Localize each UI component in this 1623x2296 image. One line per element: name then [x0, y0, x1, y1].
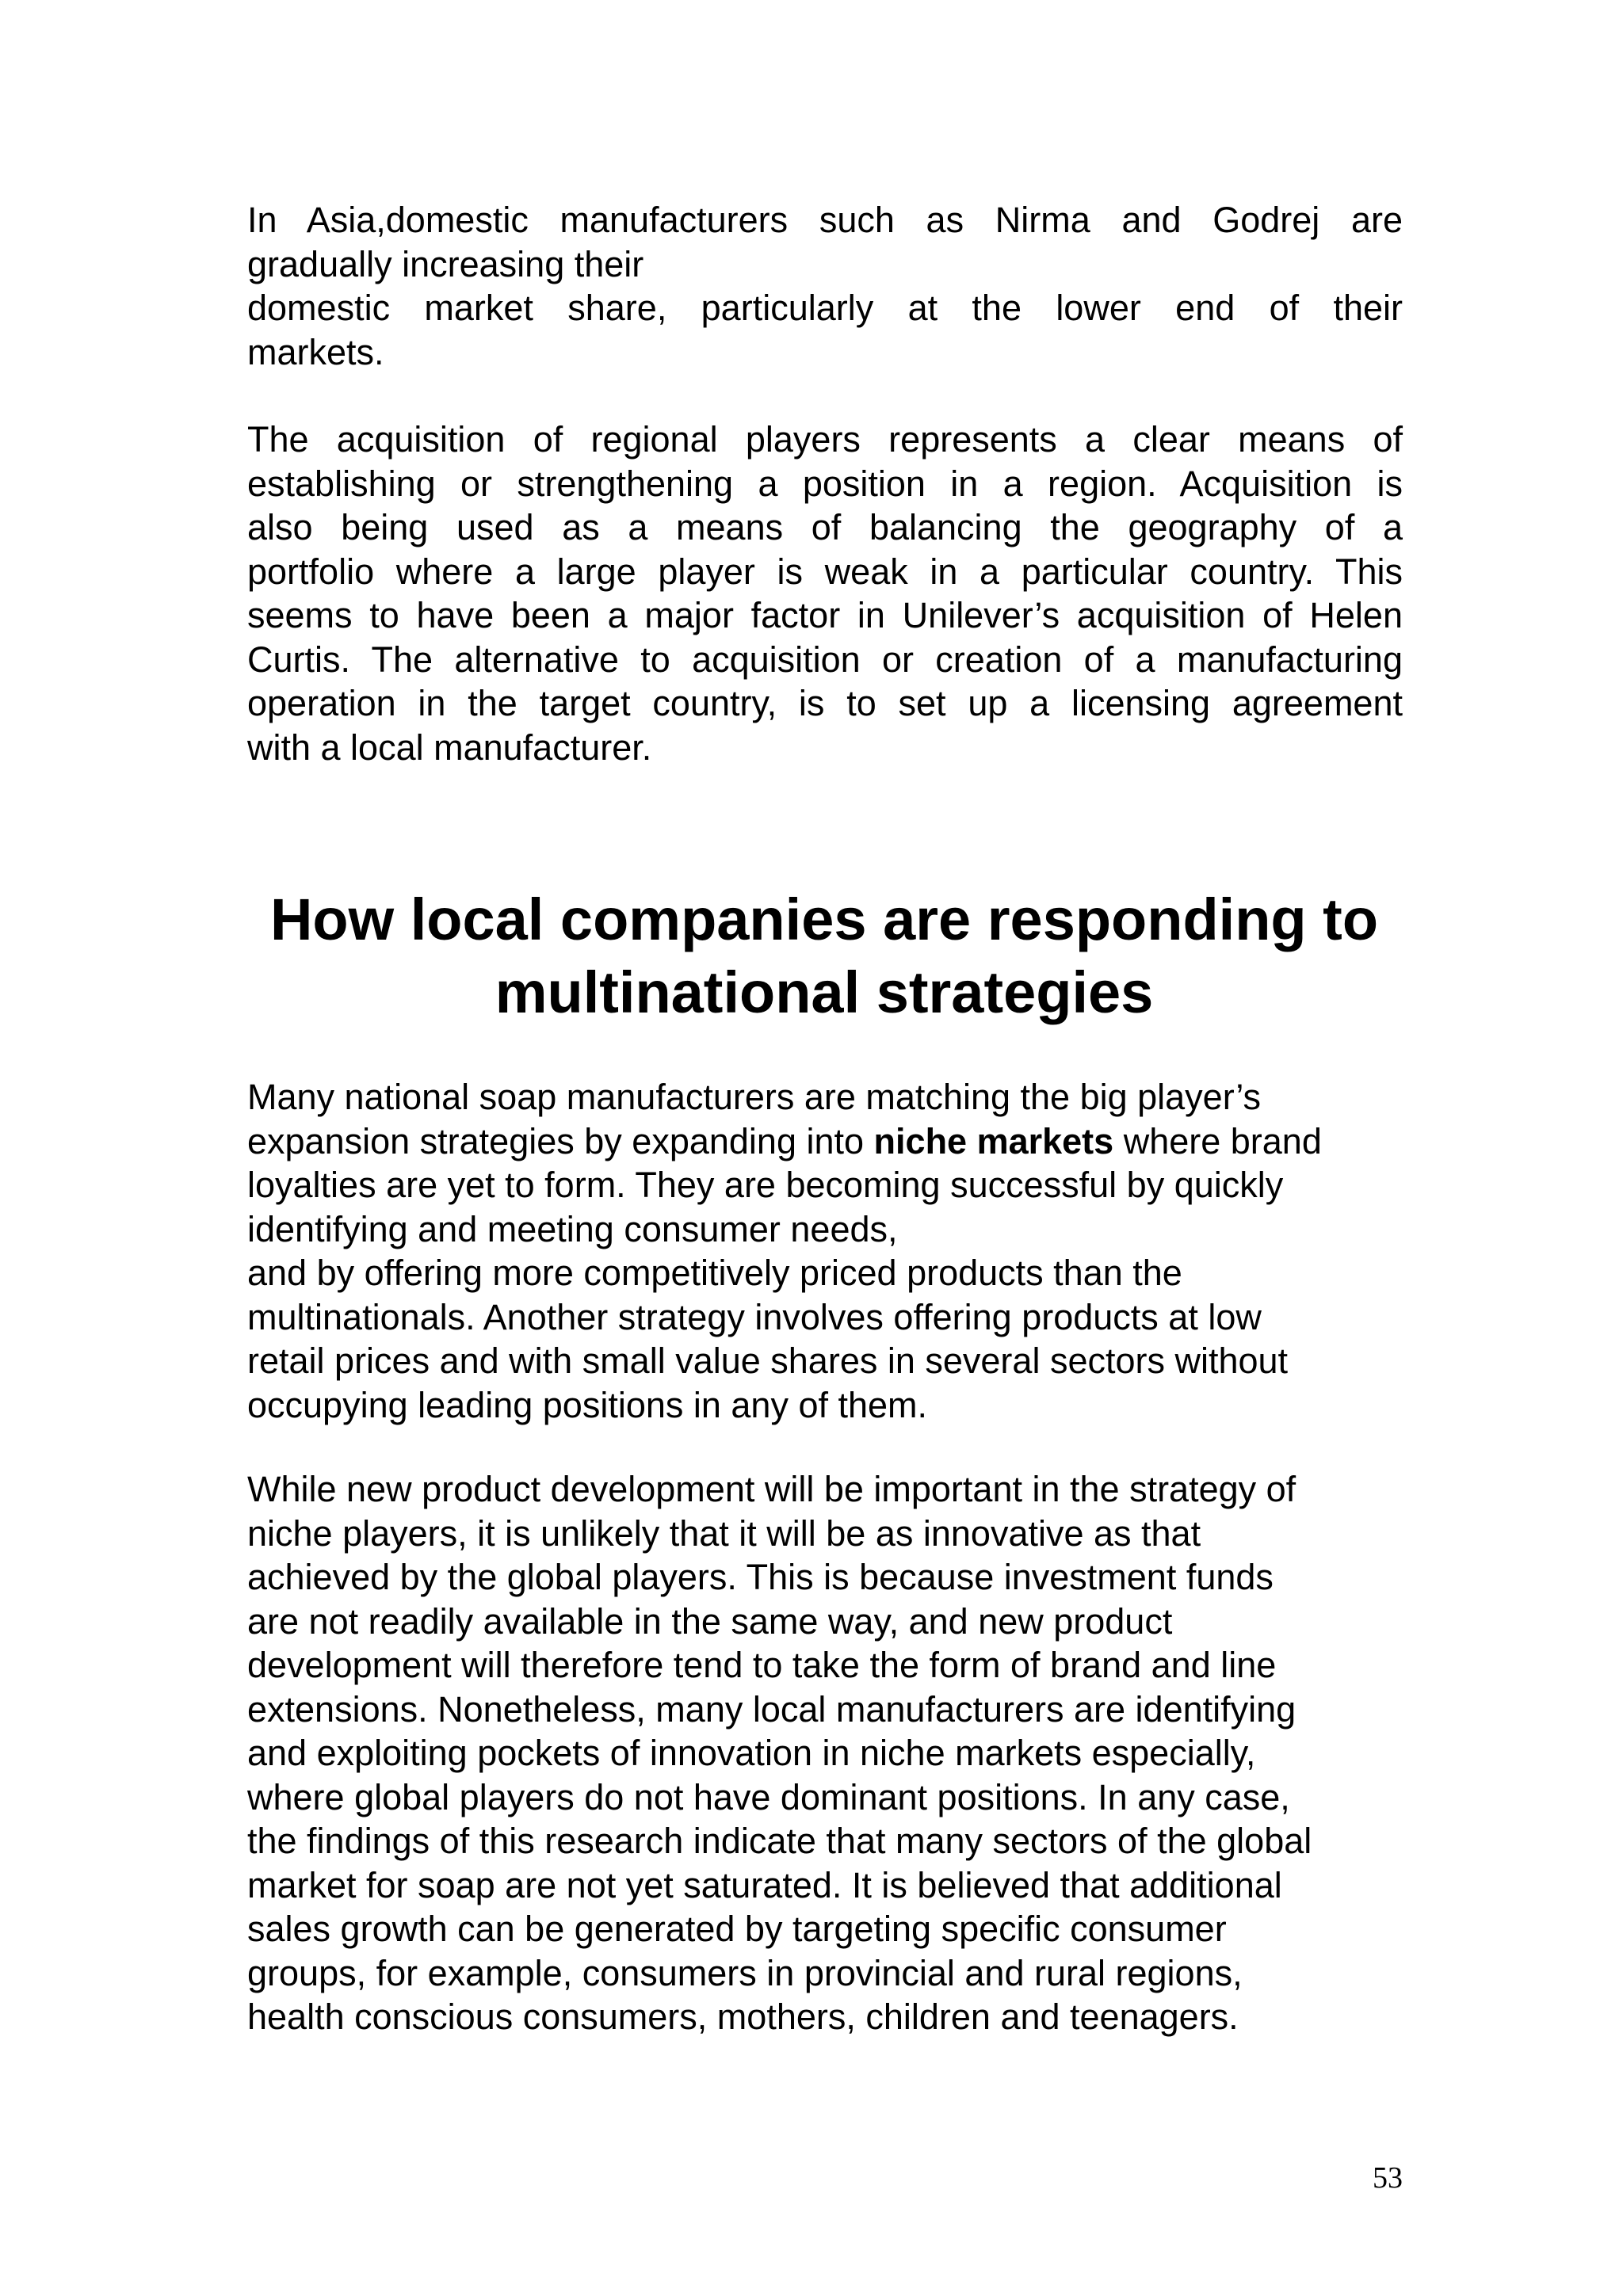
- text-line: achieved by the global players. This is because investment funds: [247, 1557, 1274, 1597]
- text-run: where brand: [1113, 1120, 1322, 1161]
- text-line: retail prices and with small value shares in several sectors without: [247, 1341, 1289, 1381]
- text-line: are not readily available in the same way, and new product: [247, 1600, 1173, 1642]
- text-line: In Asia,domestic manufacturers such as Nirma and Godrej are: [247, 200, 1403, 240]
- text-line: Many national soap manufacturers are matching the big player’s: [247, 1077, 1262, 1117]
- text-line: identifying and meeting consumer needs,: [247, 1208, 898, 1249]
- text-line: markets.: [247, 331, 384, 372]
- text-run: expansion strategies by expanding into: [247, 1120, 874, 1161]
- text-line: operation in the target country, is to set up a licensing agreement: [247, 683, 1403, 723]
- text-line: occupying leading positions in any of them.: [247, 1384, 928, 1425]
- text-line: gradually increasing their: [247, 243, 644, 284]
- paragraph-national-manufacturers: [247, 1075, 1403, 1427]
- text-line: seems to have been a major factor in Unilever’s acquisition of Helen: [247, 595, 1403, 635]
- text-line: the findings of this research indicate that many sectors of the global: [247, 1821, 1312, 1861]
- text-line: portfolio where a large player is weak in a particular country. This: [247, 551, 1403, 592]
- text-line: sales growth can be generated by targeting specific consumer: [247, 1909, 1227, 1949]
- text-line: multinationals. Another strategy involves offering products at low: [247, 1296, 1262, 1337]
- text-line: also being used as a means of balancing the geography of a: [247, 507, 1403, 547]
- text-line: establishing or strengthening a position in a region. Acquisition is: [247, 463, 1403, 504]
- paragraph-acquisition: [247, 418, 1403, 769]
- text-line: and by offering more competitively priced products than the: [247, 1253, 1182, 1293]
- text-line: market for soap are not yet saturated. It is believed that additional: [247, 1864, 1282, 1905]
- text-line: with a local manufacturer.: [247, 727, 652, 768]
- text-line: [247, 1119, 1403, 1164]
- text-line: groups, for example, consumers in provincial and rural regions,: [247, 1952, 1243, 1993]
- section-heading: [222, 883, 1426, 1029]
- page-number: 53: [1373, 2161, 1403, 2195]
- text-line: While new product development will be important in the strategy of: [247, 1469, 1296, 1509]
- text-line: domestic market share, particularly at the lower end of their: [247, 288, 1403, 328]
- paragraph-asia-manufacturers: [247, 198, 1403, 374]
- text-line: and exploiting pockets of innovation in niche markets especially,: [247, 1733, 1256, 1773]
- heading-line: multinational strategies: [495, 959, 1154, 1025]
- text-line: health conscious consumers, mothers, children and teenagers.: [247, 1997, 1239, 2037]
- text-line: extensions. Nonetheless, many local manufacturers are identifying: [247, 1688, 1296, 1730]
- heading-line: How local companies are responding to: [269, 887, 1379, 952]
- text-line: niche players, it is unlikely that it will be as innovative as that: [247, 1512, 1201, 1554]
- text-line: loyalties are yet to form. They are becoming successful by quickly: [247, 1165, 1284, 1205]
- bold-term-niche-markets: niche markets: [873, 1120, 1114, 1161]
- text-line: The acquisition of regional players represents a clear means of: [247, 419, 1403, 460]
- paragraph-new-product-development: [247, 1467, 1403, 2039]
- text-line: Curtis. The alternative to acquisition or creation of a manufacturing: [247, 639, 1403, 680]
- text-line: where global players do not have dominant positions. In any case,: [247, 1776, 1290, 1817]
- text-line: development will therefore tend to take the form of brand and line: [247, 1645, 1277, 1685]
